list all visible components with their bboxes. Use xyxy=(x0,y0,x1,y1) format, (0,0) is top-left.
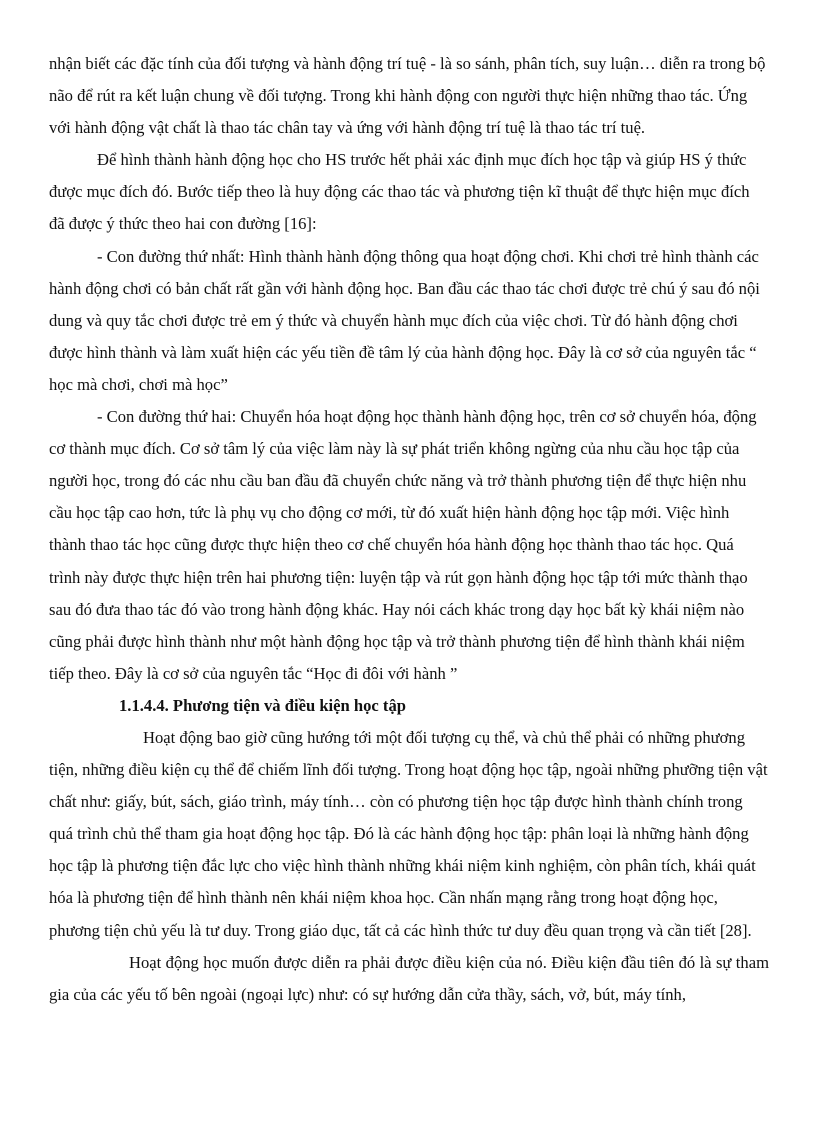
section-heading: 1.1.4.4. Phương tiện và điều kiện học tập xyxy=(119,695,406,715)
paragraph-learning-conditions: Hoạt động học muốn được diễn ra phải được điều kiện của nó. Điều kiện đầu tiên đó là sự tham gia của các yếu tố bên ngoài (ngoại lực) như: có sự hướng dẫn cửa thầy, sách, vở, bút, máy tính, xyxy=(49,952,769,1004)
paragraph-forming-learning-action: Để hình thành hành động học cho HS trước hết phải xác định mục đích học tập và giúp HS ý thức được mục đích đó. Bước tiếp theo là huy động các thao tác và phương tiện kĩ thuật để thực hiện mục đích đã được ý thức theo hai con đường [16]: xyxy=(49,150,750,234)
paragraph-intro-continuation: nhận biết các đặc tính của đối tượng và hành động trí tuệ - là so sánh, phân tích, suy luận… diễn ra trong bộ não để rút ra kết luận chung về đối tượng. Trong khi hành động con người thực hiện những thao tác. Ứng với hành động vật chất là thao tác chân tay và ứng với hành động trí tuệ là thao tác trí tuệ. xyxy=(49,54,766,138)
list-item-first-path: - Con đường thứ nhất: Hình thành hành động thông qua hoạt động chơi. Khi chơi trẻ hình thành các hành động chơi có bản chất rất gần với hành động học. Ban đầu các thao tác chơi được trẻ chú ý sau đó nội dung và quy tắc chơi được trẻ em ý thức và chuyển hành mục đích của việc chơi. Từ đó hành động chơi được hình thành và làm xuất hiện các yếu tiền đề tâm lý của hành động học. Đây là cơ sở của nguyên tắc “ học mà chơi, chơi mà học” xyxy=(49,246,760,394)
list-item-second-path: - Con đường thứ hai: Chuyển hóa hoạt động học thành hành động học, trên cơ sở chuyển hóa, động cơ thành mục đích. Cơ sở tâm lý của việc làm này là sự phát triển không ngừng của nhu cầu học tập của người học, trong đó các nhu cầu ban đầu đã chuyển chức năng và trở thành phương tiện để thực hiện nhu cầu học tập cao hơn, tức là phụ vụ cho động cơ mới, từ đó xuất hiện hành động học tập mới. Việc hình thành thao tác học cũng được thực hiện theo cơ chế chuyển hóa hành động học thành thao tác học. Quá trình này được thực hiện trên hai phương tiện: luyện tập và rút gọn hành động học tập tới mức thành thạo sau đó đưa thao tác đó vào trong hành động khác. Hay nói cách khác trong dạy học bất kỳ khái niệm nào cũng phải được hình thành như một hành động học tập và trở thành phương tiện để hình thành khái niệm tiếp theo. Đây là cơ sở của nguyên tắc “Học đi đôi với hành ” xyxy=(49,407,757,683)
paragraph-learning-means: Hoạt động bao giờ cũng hướng tới một đối tượng cụ thể, và chủ thể phải có những phương tiện, những điều kiện cụ thể để chiếm lĩnh đối tượng. Trong hoạt động học tập, ngoài những phưỡng tiện vật chất như: giấy, bút, sách, giáo trình, máy tính… còn có phương tiện học tập được hình thành chính trong quá trình chủ thể tham gia hoạt động học tập. Đó là các hành động học tập: phân loại là những hành động học tập là phương tiện đắc lực cho việc hình thành những khái niệm kinh nghiệm, còn phân tích, khái quát hóa là phương tiện để hình thành nên khái niệm khoa học. Cần nhấn mạng rằng trong hoạt động học, phương tiện chủ yếu là tư duy. Trong giáo dục, tất cả các hình thức tư duy đều quan trọng và cần tiết [28]. xyxy=(49,727,768,940)
document-page xyxy=(49,48,769,1011)
